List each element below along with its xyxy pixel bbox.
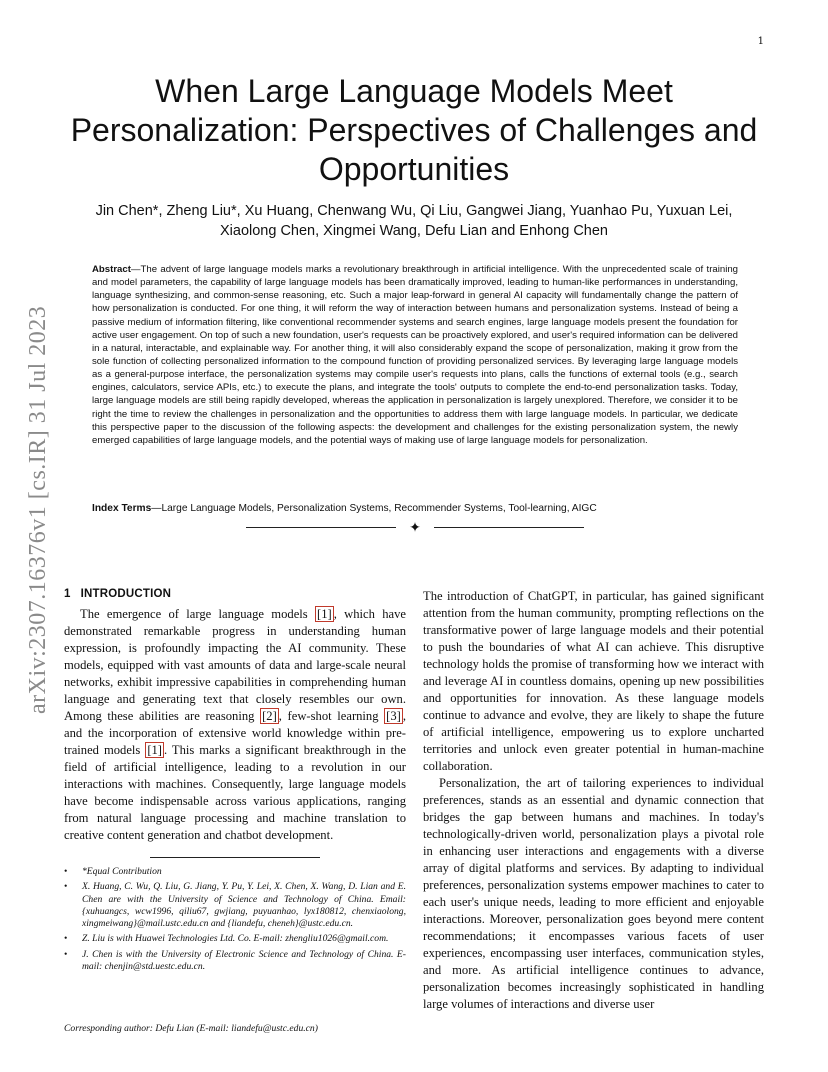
divider-diamond-icon: ✦ [409,520,421,536]
index-terms-label: Index Terms [92,503,152,514]
text-run: , few-shot learning [278,709,385,723]
citation-link[interactable]: [2] [262,709,277,723]
footnote-text: Z. Liu is with Huawei Technologies Ltd. Co. E-mail: zhengliu1026@gmail.com. [82,933,389,945]
citation-link[interactable]: [1] [147,743,162,757]
bullet-icon: • [64,948,68,960]
footnotes [64,866,406,976]
footnote-text: X. Huang, C. Wu, Q. Liu, G. Jiang, Y. Pu, Y. Lei, X. Chen, X. Wang, D. Lian and E. Chen are with the University of Science and Technology of China. Email: {xuhuangcs, wcw1996, qiliu67, gwjiang, puyuanhao, lyx180812, chenxiaolong, xingmeiwang}@mail.ustc.edu.cn and {liandefu, cheneh}@ustc.edu.cn. [82,881,406,930]
paper-title: When Large Language Models Meet Personalization: Perspectives of Challenges and Opportunities [70,73,758,188]
citation-link[interactable]: [1] [317,607,332,621]
footnote-item [64,866,406,878]
section-divider [246,520,584,536]
section-heading-introduction [64,588,406,600]
arxiv-identifier-stamp: arXiv:2307.16376v1 [cs.IR] 31 Jul 2023 [25,305,51,714]
corresponding-author: Corresponding author: Defu Lian (E-mail: liandefu@ustc.edu.cn) [64,1023,318,1034]
abstract-text: —The advent of large language models marks a revolutionary breakthrough in artificial intelligence. With the unprecedented scale of training and model parameters, the capability of large language models has been dramatically improved, leading to human-like performances in understanding, language synthesizing, and common-sense reasoning, etc. Such a major leap-forward in general AI capacity will fundamentally change the pattern of how personalization is conducted. For one thing, it will reform the way of interaction between humans and personalization systems. Instead of being a passive medium of information filtering, like conventional recommender systems and search engines, large language models present the foundation for active user engagement. On top of such a new foundation, user's requests can be proactively explored, and user's required information can be delivered in a natural, interactable, and explainable way. For another thing, it will also considerably expand the scope of personalization, making it grow from the sole function of collecting personalized information to the compound function of providing personalized services. By leveraging large language models as a general-purpose interface, the personalization systems may compile user's requests into plans, calls the functions of external tools (e.g., search engines, calculators, service APIs, etc.) to execute the plans, and integrate the tools' outputs to complete the end-to-end personalization tasks. Today, large language models are still being rapidly developed, whereas the application in personalization is largely unexplored. Therefore, we consider it to be right the time to review the challenges in personalization and the opportunities to address them with large language models. In particular, we dedicate this perspective paper to the discussion of the following aspects: the development and challenges for the existing personalization system, the newly emerged capabilities of large language models, and the potential ways of making use of large language models for personalization. [92,264,738,446]
intro-paragraph-1 [64,606,406,844]
section-number: 1 [64,588,71,600]
text-run: , and the incorporation of extensive world knowledge within pre-trained models [64,709,407,757]
text-run: , which have demonstrated remarkable progress in understanding human expression, is profoundly impacting the AI community. These models, equipped with vast amounts of data and large-scale neural networks, exhibit impressive capabilities in comprehending human language and generating text that closely resembles our own. Among these abilities are reasoning [64,607,406,723]
right-column [423,588,764,1013]
footnote-text: J. Chen is with the University of Electronic Science and Technology of China. E-mail: chenjin@std.uestc.edu.cn. [82,948,406,972]
intro-paragraph-3: Personalization, the art of tailoring experiences to individual preferences, stands as an essential and dynamic connection that bridges the gap between humans and machines. In today's technologically-driven world, personalization plays a pivotal role in enhancing user interactions and engagements with a diverse array of digital platforms and services. By adapting to individual preferences, personalization systems empower machines to cater to each user's unique needs, leading to more efficient and enjoyable interactions. Moreover, personalization goes beyond mere content recommendations; it encompasses various facets of user experiences, encompassing user interfaces, communication styles, and more. As artificial intelligence continues to advance, personalization becomes increasingly sophisticated in handling large volumes of interactions and diverse user [423,776,764,1011]
author-line-2: Xiaolong Chen, Xingmei Wang, Defu Lian and Enhong Chen [219,222,608,239]
author-list [70,202,758,241]
page-number: 1 [757,36,764,47]
bullet-icon: • [64,881,68,893]
bullet-icon: • [64,933,68,945]
author-line-1: Jin Chen*, Zheng Liu*, Xu Huang, Chenwang Wu, Qi Liu, Gangwei Jiang, Yuanhao Pu, Yuxuan Lei, [95,203,733,219]
citation-link[interactable]: [3] [386,709,401,723]
text-run: The emergence of large language models [80,607,315,621]
footnote-rule [150,857,320,858]
abstract-label: Abstract [92,264,131,275]
divider-line-right [434,527,584,528]
index-terms [92,502,738,515]
left-column [64,588,406,844]
index-terms-text: —Large Language Models, Personalization Systems, Recommender Systems, Tool-learning, AIGC [151,503,597,514]
footnote-item [64,933,406,945]
bullet-icon: • [64,866,68,877]
text-run: . This marks a significant breakthrough in the field of artificial intelligence, leading to a revolution in our interactions with machines. Consequently, large language models have become indispensable across various applications, ranging from natural language processing and machine translation to creative content generation and chatbot development. [64,743,406,842]
abstract [92,263,738,447]
section-title: INTRODUCTION [80,588,172,600]
intro-paragraph-2: The introduction of ChatGPT, in particular, has gained significant attention from the human community, prompting reflections on the transformative power of large language models and their potential to push the boundaries of what AI can achieve. This disruptive technology holds the promise of transforming how we interact with and leverage AI in countless domains, opening up new possibilities and opportunities for innovation. As these language models continue to advance and evolve, they are likely to shape the future of artificial intelligence, empowering us to explore uncharted territories and unlock even greater potential in human-machine collaboration. [423,589,764,773]
footnote-item [64,949,406,974]
footnote-item [64,881,406,930]
divider-line-left [246,527,396,528]
footnote-text: *Equal Contribution [82,866,162,877]
